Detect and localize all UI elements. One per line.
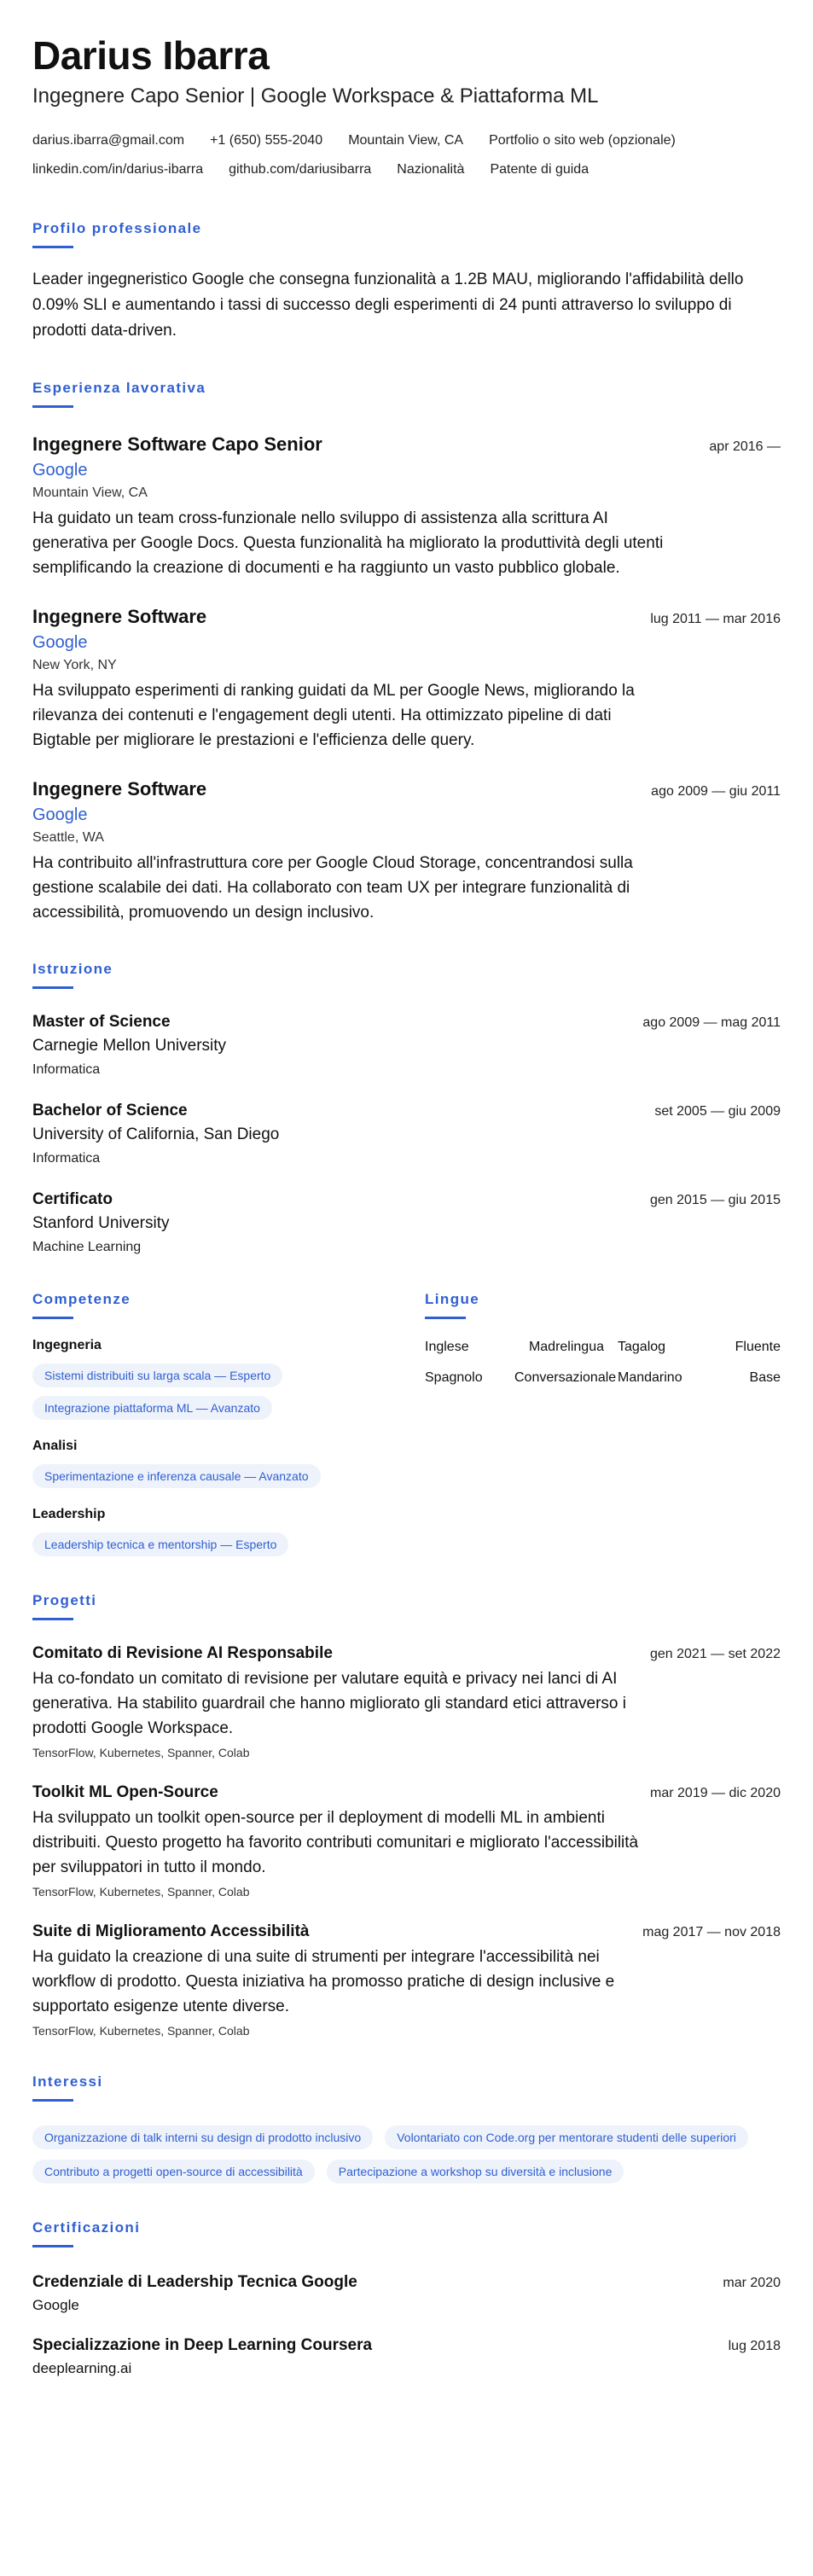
section-title: Profilo professionale [32,220,202,236]
experience-item [32,778,781,925]
portfolio-link[interactable]: Portfolio o sito web (opzionale) [489,133,676,148]
project-dates: gen 2021 — set 2022 [649,1647,781,1661]
education-section [32,959,781,1255]
language-name: Spagnolo [425,1370,483,1385]
project-description: Ha co-fondato un comitato di revisione per valutare equità e privacy nei lanci di AI generativa. Ha stabilito guardrail che hanno migliorato gli standard etici attraverso i prodotti Google Workspace. [32,1670,626,1737]
certifications-section [32,2218,781,2377]
interests-section [32,2072,781,2183]
location: Mountain View, CA [348,133,464,148]
contact-row-2 [32,155,781,184]
degree: Bachelor of Science [32,1102,188,1119]
candidate-name: Darius Ibarra [32,33,270,78]
section-title: Interessi [32,2073,103,2090]
skill-chip: Sistemi distribuiti su larga scala — Esperto [32,1364,282,1387]
email-link[interactable]: darius.ibarra@gmail.com [32,133,185,148]
job-dates: apr 2016 — [709,439,781,454]
section-title: Progetti [32,1592,97,1608]
certification-title: Credenziale di Leadership Tecnica Google [32,2273,357,2291]
project-dates: mar 2019 — dic 2020 [650,1786,781,1800]
interest-chip: Volontariato con Code.org per mentorare studenti delle superiori [385,2125,748,2149]
skill-chip: Sperimentazione e inferenza causale — Avanzato [32,1464,321,1488]
skill-chip-list [32,1532,425,1556]
job-title: Ingegnere Software [32,606,207,627]
language-name: Mandarino [618,1370,682,1385]
section-divider [32,1317,73,1319]
contact-row-1 [32,126,781,155]
language-level: Conversazionale [514,1370,617,1385]
school-name: Stanford University [32,1214,170,1232]
section-divider [32,2245,73,2247]
certification-title: Specializzazione in Deep Learning Coursera [32,2336,373,2354]
linkedin-link[interactable]: linkedin.com/in/darius-ibarra [32,162,204,177]
section-title: Esperienza lavorativa [32,380,206,396]
job-location: New York, NY [32,658,117,672]
github-link[interactable]: github.com/dariusibarra [229,162,372,177]
experience-section [32,378,781,925]
job-title: Ingegnere Software Capo Senior [32,433,322,455]
skill-chip: Leadership tecnica e mentorship — Esperto [32,1532,288,1556]
skill-chip-list [32,1464,425,1488]
skills-section [32,1289,425,1556]
field-of-study: Informatica [32,1151,101,1166]
company-name: Google [32,633,88,652]
certification-issuer: deeplearning.ai [32,2360,132,2376]
section-divider [32,986,73,989]
phone-number[interactable]: +1 (650) 555-2040 [210,133,323,148]
section-divider [32,246,73,248]
company-name: Google [32,805,88,824]
job-title: Ingegnere Software [32,778,207,800]
section-title: Competenze [32,1291,131,1307]
project-title: Toolkit ML Open-Source [32,1783,218,1801]
education-item [32,1190,781,1255]
skill-category: Leadership [32,1507,106,1521]
skill-chip-list [32,1364,425,1420]
certification-date: mar 2020 [723,2276,781,2290]
project-item [32,1922,781,2038]
project-dates: mag 2017 — nov 2018 [642,1925,781,1939]
skills-languages-row [32,1289,781,1556]
school-name: Carnegie Mellon University [32,1037,227,1055]
experience-item [32,606,781,753]
project-description: Ha guidato la creazione di una suite di strumenti per integrare l'accessibilità nei workflow di prodotto. Questa iniziativa ha promosso pratiche di design inclusive e supportato esigenze utente diverse. [32,1948,615,2015]
project-title: Comitato di Revisione AI Responsabile [32,1644,333,1662]
section-title: Lingue [425,1291,480,1307]
section-divider [425,1317,466,1319]
language-name: Tagalog [618,1340,666,1354]
field-of-study: Machine Learning [32,1240,142,1254]
language-level: Madrelingua [528,1340,604,1354]
section-divider [32,2099,73,2102]
interest-chip: Organizzazione di talk interni su design di prodotto inclusivo [32,2125,373,2149]
skill-category: Analisi [32,1439,78,1453]
job-dates: lug 2011 — mar 2016 [650,612,781,626]
project-item [32,1644,781,1759]
project-tech-stack: TensorFlow, Kubernetes, Spanner, Colab [32,2024,250,2038]
contact-info [32,126,781,184]
certification-item [32,2273,781,2314]
section-title: Istruzione [32,961,113,977]
language-level: Fluente [735,1340,781,1354]
certification-date: lug 2018 [728,2339,781,2353]
language-level: Base [749,1370,781,1385]
degree: Master of Science [32,1013,171,1031]
headline: Ingegnere Capo Senior | Google Workspace & Piattaforma ML [32,84,599,108]
project-tech-stack: TensorFlow, Kubernetes, Spanner, Colab [32,1746,250,1759]
language-name: Inglese [425,1340,469,1354]
project-title: Suite di Miglioramento Accessibilità [32,1922,310,1940]
section-divider [32,405,73,408]
project-tech-stack: TensorFlow, Kubernetes, Spanner, Colab [32,1885,250,1899]
field-of-study: Informatica [32,1062,101,1077]
nationality: Nazionalità [397,162,465,177]
certification-issuer: Google [32,2297,79,2313]
degree: Certificato [32,1190,113,1208]
job-location: Mountain View, CA [32,486,148,500]
job-location: Seattle, WA [32,830,104,845]
project-item [32,1783,781,1899]
skill-category: Ingegneria [32,1338,102,1352]
education-dates: gen 2015 — giu 2015 [649,1193,781,1207]
interest-chip: Partecipazione a workshop su diversità e inclusione [327,2160,624,2183]
education-dates: set 2005 — giu 2009 [654,1104,781,1119]
languages-section [425,1289,781,1556]
language-list [425,1340,781,1386]
job-dates: ago 2009 — giu 2011 [651,784,781,799]
education-dates: ago 2009 — mag 2011 [642,1015,781,1030]
job-description: Ha guidato un team cross-funzionale nello sviluppo di assistenza alla scrittura AI generativa per Google Docs. Questa funzionalità ha migliorato la produttività degli utenti semplificando la creazione di documenti e ha raggiunto un vasto pubblico globale. [32,509,664,577]
skill-chip: Integrazione piattaforma ML — Avanzato [32,1396,272,1420]
interest-chip-list [32,2125,781,2183]
summary-text: Leader ingegneristico Google che consegna funzionalità a 1.2B MAU, migliorando l'affidabilità dello 0.09% SLI e aumentando i tassi di successo degli esperimenti di 24 punti attraverso lo sviluppo di prodotti data-driven. [32,270,744,340]
section-divider [32,1618,73,1620]
summary-section [32,218,781,344]
project-description: Ha sviluppato un toolkit open-source per il deployment di modelli ML in ambienti distribuiti. Questo progetto ha favorito contributi comunitari e migliorato l'accessibilità per sviluppatori in tutto il mondo. [32,1809,639,1876]
experience-item [32,433,781,580]
driving-license: Patente di guida [490,162,589,177]
school-name: University of California, San Diego [32,1125,280,1143]
interest-chip: Contributo a progetti open-source di accessibilità [32,2160,315,2183]
projects-section [32,1590,781,2038]
company-name: Google [32,461,88,480]
section-title: Certificazioni [32,2219,141,2236]
job-description: Ha contribuito all'infrastruttura core per Google Cloud Storage, concentrandosi sulla gestione scalabile dei dati. Ha collaborato con team UX per integrare funzionalità di accessibilità, promuovendo un design inclusivo. [32,854,633,922]
education-item [32,1013,781,1078]
education-item [32,1102,781,1166]
certification-item [32,2336,781,2377]
job-description: Ha sviluppato esperimenti di ranking guidati da ML per Google News, migliorando la rilevanza dei contenuti e l'engagement degli utenti. Ha ottimizzato pipeline di dati Bigtable per migliorare le prestazioni e l'efficienza delle query. [32,682,635,749]
